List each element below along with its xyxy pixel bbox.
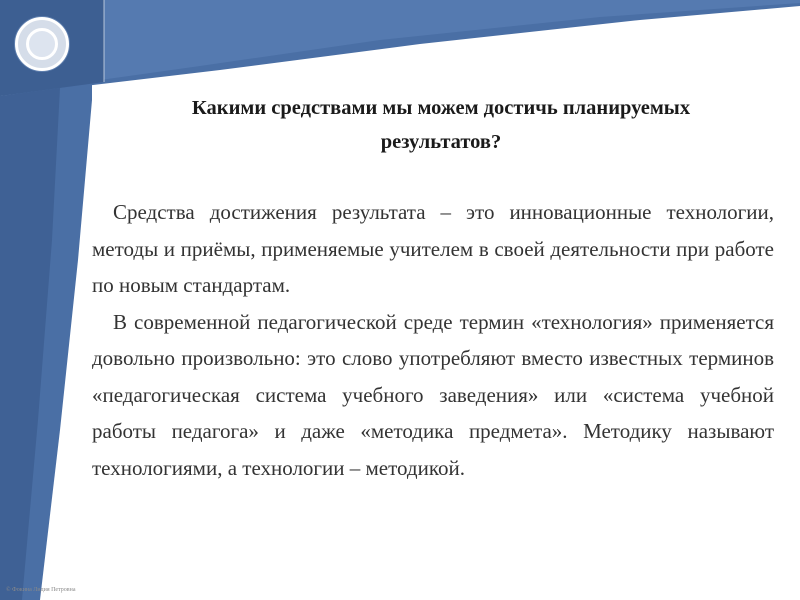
- paragraph-2: В современной педагогической среде термин «технология» применяется довольно произвольно: это слово употребляют вместо известных терминов «педагогическая система учебного заведения» или «система учебной работы педагога» и даже «методика предмета». Методику называют технологиями, а технологии – методикой.: [92, 309, 774, 480]
- footer-copyright: © Фокина Лидия Петровна: [6, 587, 76, 593]
- paragraph-1: Средства достижения результата – это инновационные технологии, методы и приёмы, применяемые учителем в своей деятельности при работе по новым стандартам.: [92, 200, 774, 297]
- slide-body: [92, 194, 774, 486]
- circle-badge-icon: [15, 17, 69, 71]
- title-line-1: Какими средствами мы можем достичь планируемых: [191, 97, 691, 119]
- title-line-2: результатов?: [380, 131, 502, 153]
- slide-title: [96, 91, 786, 159]
